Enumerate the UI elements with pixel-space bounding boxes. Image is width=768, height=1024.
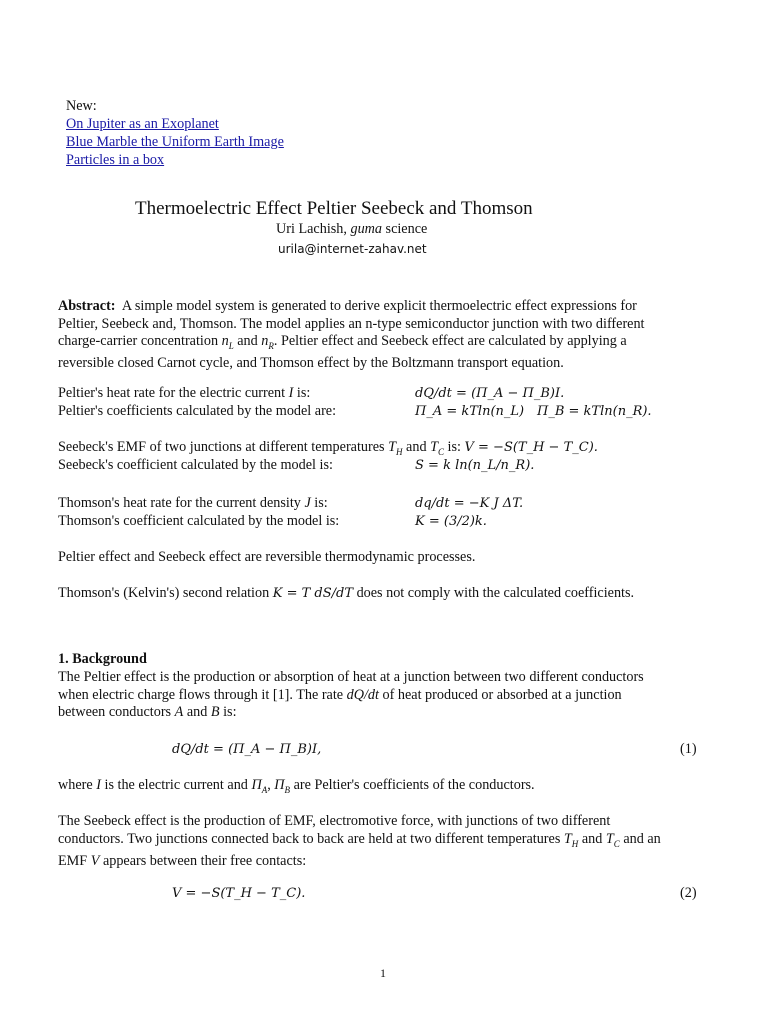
peltier-coef-eq-a: Π_A = kTln(n_L) — [415, 404, 525, 419]
kelvin-a: Thomson's (Kelvin's) second relation — [58, 585, 273, 601]
abstract-line-3-a: charge-carrier concentration — [58, 333, 222, 349]
author-org-italic: guma — [350, 221, 382, 237]
bg-p3-line-1: The Seebeck effect is the production of EMF, electromotive force, with junctions of two different — [58, 813, 611, 829]
bg-p2-b: is the electric current and — [100, 777, 252, 793]
kelvin-equation: K = T dS/dT — [272, 586, 354, 601]
bg-p3-l3-a: EMF — [58, 852, 91, 869]
var-n-l-sub: L — [228, 340, 234, 351]
bg-p3-line-3 — [58, 853, 718, 871]
var-t-h-2: $T_H$ — [563, 830, 579, 849]
kelvin-statement — [58, 585, 634, 602]
thomson-rate-label-a: Thomson's heat rate for the current density — [58, 495, 305, 511]
var-n-l: n — [221, 333, 229, 349]
abstract-and: and — [233, 333, 262, 349]
var-t-c-2: $T_C$ — [605, 830, 620, 849]
kelvin-b: does not comply with the calculated coefficients. — [353, 585, 635, 601]
bg-p3-l2-b: and an — [619, 830, 661, 847]
bg-p3-l3-b: appears between their free contacts: — [99, 852, 307, 869]
var-n-r: n — [261, 333, 269, 349]
thomson-coef-label: Thomson's coefficient calculated by the model is: — [58, 513, 340, 529]
background-paragraph-1 — [58, 669, 718, 722]
peltier-rate-label-a: Peltier's heat rate for the electric current — [58, 385, 289, 401]
bg-p1-line-3 — [58, 704, 718, 722]
peltier-rate-label — [58, 385, 310, 402]
bg-p1-l3-and: and — [183, 704, 211, 720]
equation-1: dQ/dt = (Π_A − Π_B)I, — [172, 742, 322, 757]
abstract — [58, 298, 718, 373]
bg-p2-c: are Peltier's coefficients of the conductors. — [290, 777, 535, 793]
peltier-rate-equation: dQ/dt = (Π_A − Π_B)I. — [415, 386, 565, 401]
var-i: I — [288, 385, 294, 401]
peltier-coef-label: Peltier's coefficients calculated by the model are: — [58, 403, 337, 419]
seebeck-emf-label-c: is: — [444, 439, 465, 455]
background-paragraph-2: where I is the electric current and $\Pi_A$, $\Pi_B$ are Peltier's coefficients of the conductors. — [58, 777, 535, 795]
abstract-line-1: A simple model system is generated to derive explicit thermoelectric effect expressions for — [121, 298, 637, 314]
thomson-rate-equation: dq/dt = −K J ΔT. — [415, 496, 524, 511]
var-a: A — [174, 704, 184, 720]
seebeck-coef-label: Seebeck's coefficient calculated by the model is: — [58, 457, 333, 473]
news-link-jupiter[interactable]: On Jupiter as an Exoplanet — [66, 116, 219, 132]
news-link-particles[interactable]: Particles in a box — [66, 152, 165, 168]
section-heading: 1. Background — [58, 651, 147, 667]
equation-2: V = −S(T_H − T_C). — [172, 886, 306, 901]
bg-p1-line-1: The Peltier effect is the production or absorption of heat at a junction between two different conductors — [58, 669, 644, 685]
background-paragraph-3 — [58, 813, 718, 870]
bg-p1-l2-b: of heat produced or absorbed at a junction — [378, 686, 622, 703]
news-link-blue-marble[interactable]: Blue Marble the Uniform Earth Image — [66, 134, 284, 150]
bg-p1-l3-a: between conductors — [58, 704, 175, 720]
author-line — [276, 221, 427, 239]
bg-p1-l2-a: when electric charge flows through it [1]. The rate — [58, 686, 347, 703]
var-v: V — [90, 852, 100, 869]
var-i-2: I — [96, 777, 101, 793]
var-pi-b: $\Pi_B$ — [274, 777, 291, 795]
news-heading: New: — [66, 98, 97, 114]
bg-p3-l2-a: conductors. Two junctions connected back to back are held at two different temperatures — [58, 830, 564, 847]
reversible-statement: Peltier effect and Seebeck effect are reversible thermodynamic processes. — [58, 549, 476, 565]
var-b: B — [210, 704, 220, 720]
seebeck-coef-equation: S = k ln(n_L/n_R). — [415, 458, 535, 473]
thomson-coef-equation: K = (3/2)k. — [415, 514, 487, 529]
bg-p1-l3-b: is: — [219, 704, 237, 720]
var-n-r-sub: R — [268, 340, 274, 351]
equation-1-number: (1) — [680, 741, 697, 757]
thomson-rate-label-b: is: — [310, 495, 328, 511]
peltier-rate-label-b: is: — [293, 385, 311, 401]
var-t-c: $T_C$ — [430, 439, 444, 457]
abstract-line-3-b: . Peltier effect and Seebeck effect are calculated by applying a — [273, 333, 627, 349]
seebeck-emf-label — [58, 439, 598, 457]
bg-p3-line-2 — [58, 831, 718, 853]
bg-p3-l2-and: and — [578, 830, 606, 847]
page-number: 1 — [380, 966, 386, 980]
abstract-line-3 — [58, 333, 718, 355]
peltier-coef-eq-b: Π_B = kTln(n_R). — [537, 404, 652, 419]
abstract-label: Abstract: — [58, 298, 116, 314]
seebeck-emf-equation: V = −S(T_H − T_C). — [464, 440, 598, 455]
bg-p1-line-2 — [58, 687, 718, 705]
var-t-h: $T_H$ — [388, 439, 403, 457]
author-email: urila@internet-zahav.net — [278, 242, 427, 256]
thomson-rate-label — [58, 495, 328, 512]
var-pi-a: $\Pi_A$ — [251, 777, 268, 795]
paper-title: Thermoelectric Effect Peltier Seebeck and Thomson — [135, 198, 533, 219]
abstract-line-4: reversible closed Carnot cycle, and Thomson effect by the Boltzmann transport equation. — [58, 355, 564, 372]
bg-p2-a: where — [58, 777, 97, 793]
seebeck-emf-label-a: Seebeck's EMF of two junctions at different temperatures — [58, 439, 389, 455]
var-j: J — [304, 495, 311, 511]
author-org-rest: science — [382, 221, 428, 237]
abstract-line-2: Peltier, Seebeck and, Thomson. The model applies an n-type semiconductor junction with two different — [58, 315, 645, 332]
seebeck-emf-label-and: and — [402, 439, 431, 455]
author-name: Uri Lachish, — [276, 221, 351, 237]
var-dqdt: dQ/dt — [346, 686, 379, 703]
equation-2-number: (2) — [680, 885, 697, 901]
